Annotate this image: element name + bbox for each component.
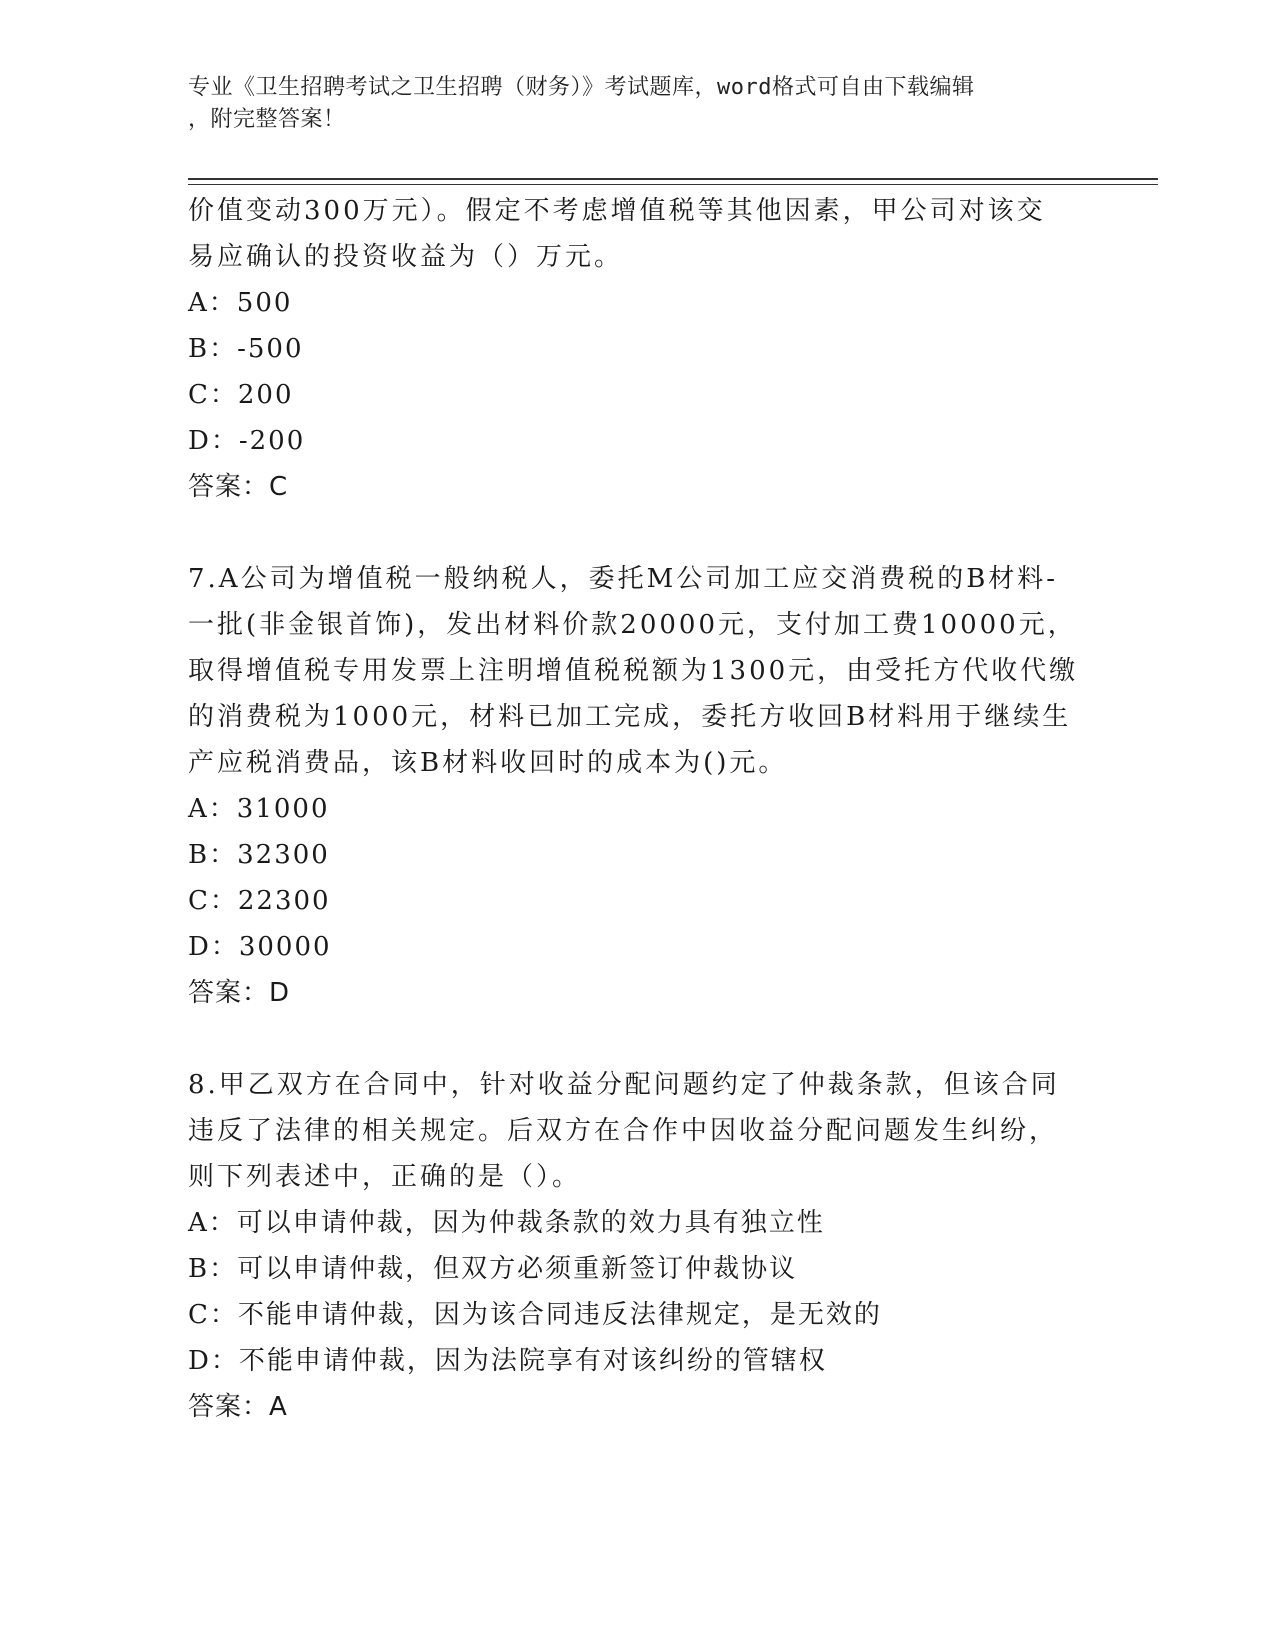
spacer	[188, 1016, 1088, 1062]
option-b: B：-500	[188, 334, 304, 364]
spacer	[188, 510, 1088, 556]
header-line-1: 专业《卫生招聘考试之卫生招聘（财务）》考试题库，word格式可自由下载编辑	[188, 75, 975, 100]
option-d: D：不能申请仲裁，因为法院享有对该纠纷的管辖权	[188, 1346, 827, 1376]
page-header	[188, 72, 1068, 136]
answer-line: 答案：C	[188, 472, 289, 502]
option-c: C：22300	[188, 886, 331, 916]
option-b: B：可以申请仲裁，但双方必须重新签订仲裁协议	[188, 1254, 798, 1284]
option-a: A：31000	[188, 794, 330, 824]
question-text-line: 的消费税为1000元，材料已加工完成，委托方收回B材料用于继续生	[188, 702, 1072, 732]
question-list	[188, 188, 1088, 1430]
option-a: A：500	[188, 288, 293, 318]
question-text-line: 7.A公司为增值税一般纳税人，委托M公司加工应交消费税的B材料-	[188, 564, 1059, 594]
question-text-line: 一批(非金银首饰)，发出材料价款20000元，支付加工费10000元，	[188, 610, 1077, 640]
question-text-line: 价值变动300万元）。假定不考虑增值税等其他因素，甲公司对该交	[188, 196, 1046, 226]
question-block	[188, 556, 1088, 1016]
question-text	[188, 1062, 1088, 1200]
answer-line: 答案：A	[188, 1392, 288, 1422]
header-line-2: ，附完整答案！	[188, 107, 346, 132]
option-d: D：-200	[188, 426, 306, 456]
option-c: C：200	[188, 380, 294, 410]
question-block	[188, 1062, 1088, 1430]
option-a: A：可以申请仲裁，因为仲裁条款的效力具有独立性	[188, 1208, 825, 1238]
question-text	[188, 188, 1088, 280]
question-text-line: 产应税消费品，该B材料收回时的成本为()元。	[188, 748, 788, 778]
header-divider-thick	[188, 178, 1158, 180]
question-text-line: 8.甲乙双方在合同中，针对收益分配问题约定了仲裁条款，但该合同	[188, 1070, 1060, 1100]
question-text-line: 取得增值税专用发票上注明增值税税额为1300元，由受托方代收代缴	[188, 656, 1079, 686]
question-text-line: 违反了法律的相关规定。后双方在合作中因收益分配问题发生纠纷，	[188, 1116, 1059, 1146]
question-text-line: 则下列表述中，正确的是（）。	[188, 1162, 582, 1192]
answer-line: 答案：D	[188, 978, 291, 1008]
header-divider-thin	[188, 184, 1158, 185]
option-c: C：不能申请仲裁，因为该合同违反法律规定，是无效的	[188, 1300, 882, 1330]
option-d: D：30000	[188, 932, 332, 962]
question-text	[188, 556, 1088, 786]
option-b: B：32300	[188, 840, 330, 870]
question-block	[188, 188, 1088, 510]
question-text-line: 易应确认的投资收益为（）万元。	[188, 242, 624, 272]
